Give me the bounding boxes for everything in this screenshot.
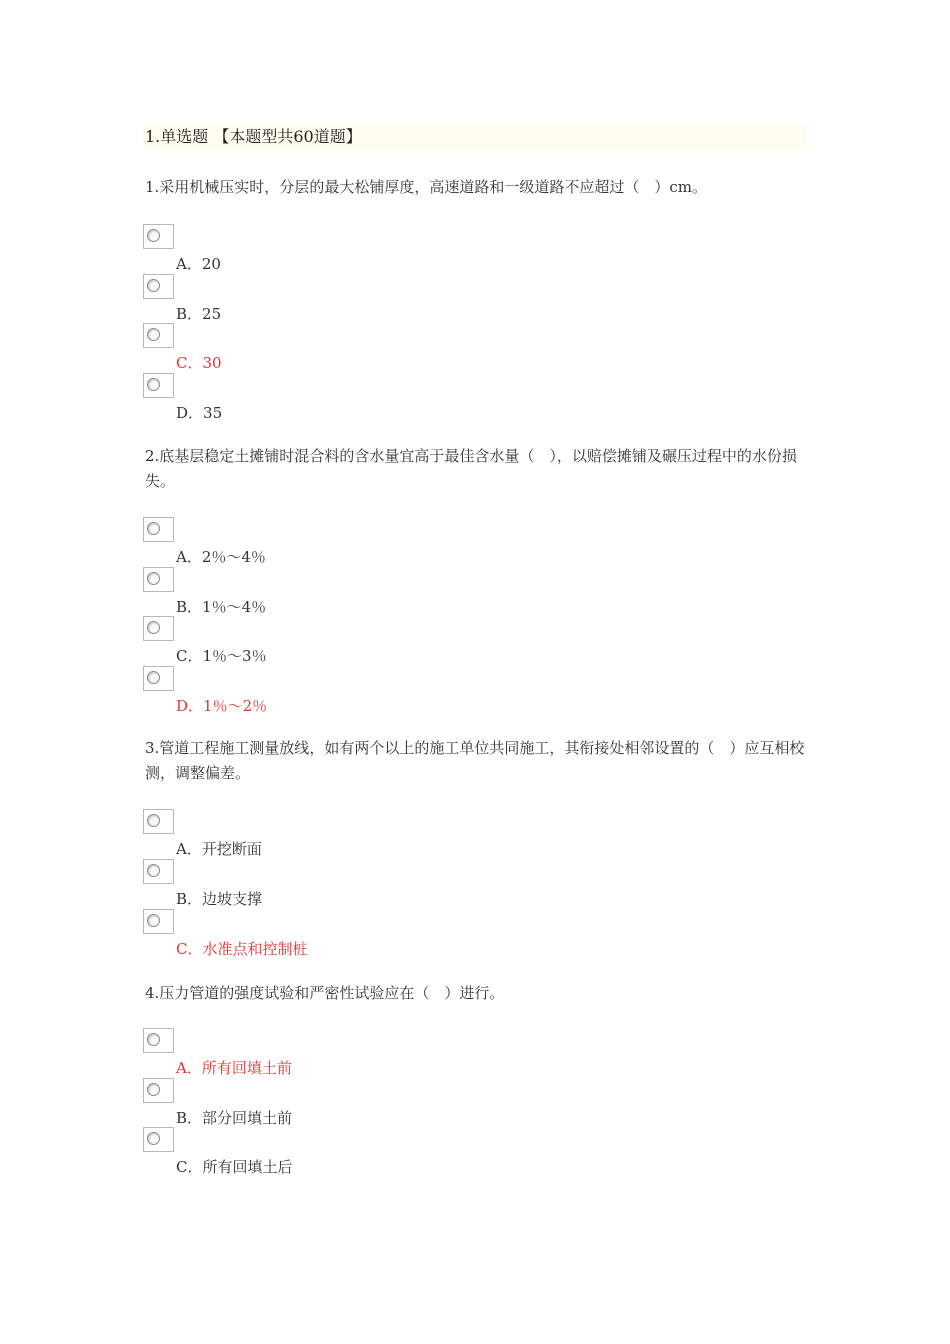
option-label-q3-c: C．水准点和控制桩 [176, 940, 308, 958]
option-label-q2-d: D．1％～2％ [176, 697, 268, 715]
radio-circle-icon [147, 1033, 160, 1046]
option-label-q1-b: B．25 [176, 305, 222, 323]
option-radio-q4-a[interactable] [143, 1028, 174, 1053]
option-label-q2-a: A．2％～4％ [176, 548, 266, 566]
radio-circle-icon [147, 1132, 160, 1145]
option-label-q2-c: C．1％～3％ [176, 647, 267, 665]
radio-circle-icon [147, 229, 160, 242]
option-label-q3-b: B．边坡支撑 [176, 890, 263, 908]
radio-circle-icon [147, 814, 160, 827]
radio-circle-icon [147, 328, 160, 341]
radio-circle-icon [147, 671, 160, 684]
option-radio-q1-a[interactable] [143, 224, 174, 249]
option-label-q4-b: B．部分回填土前 [176, 1109, 293, 1127]
option-radio-q3-a[interactable] [143, 809, 174, 834]
option-radio-q2-d[interactable] [143, 666, 174, 691]
option-radio-q1-b[interactable] [143, 274, 174, 299]
radio-circle-icon [147, 572, 160, 585]
option-radio-q1-c[interactable] [143, 323, 174, 348]
option-radio-q3-c[interactable] [143, 909, 174, 934]
radio-circle-icon [147, 1083, 160, 1096]
question-2-text: 2.底基层稳定土摊铺时混合料的含水量宜高于最佳含水量（ ），以赔偿摊铺及碾压过程中的水份损失。 [145, 447, 797, 490]
section-title: 1.单选题 【本题型共60道题】 [143, 124, 805, 150]
option-label-q4-c: C．所有回填土后 [176, 1158, 293, 1176]
option-label-q3-a: A．开挖断面 [176, 840, 262, 858]
option-radio-q1-d[interactable] [143, 373, 174, 398]
radio-circle-icon [147, 378, 160, 391]
option-radio-q4-b[interactable] [143, 1078, 174, 1103]
option-label-q2-b: B．1％～4％ [176, 598, 267, 616]
question-4-text: 4.压力管道的强度试验和严密性试验应在（ ）进行。 [145, 984, 505, 1002]
option-label-q1-d: D．35 [176, 404, 223, 422]
option-radio-q2-b[interactable] [143, 567, 174, 592]
option-radio-q2-a[interactable] [143, 517, 174, 542]
radio-circle-icon [147, 279, 160, 292]
option-radio-q3-b[interactable] [143, 859, 174, 884]
radio-circle-icon [147, 914, 160, 927]
option-radio-q2-c[interactable] [143, 616, 174, 641]
radio-circle-icon [147, 621, 160, 634]
question-1-text: 1.采用机械压实时，分层的最大松铺厚度，高速道路和一级道路不应超过（ ）cm。 [145, 178, 707, 196]
radio-circle-icon [147, 522, 160, 535]
option-label-q1-a: A．20 [176, 255, 221, 273]
option-label-q1-c: C．30 [176, 354, 222, 372]
question-3-text: 3.管道工程施工测量放线，如有两个以上的施工单位共同施工，其衔接处相邻设置的（ ）应互相校测，调整偏差。 [145, 739, 805, 782]
radio-circle-icon [147, 864, 160, 877]
option-radio-q4-c[interactable] [143, 1127, 174, 1152]
option-label-q4-a: A．所有回填土前 [176, 1059, 292, 1077]
